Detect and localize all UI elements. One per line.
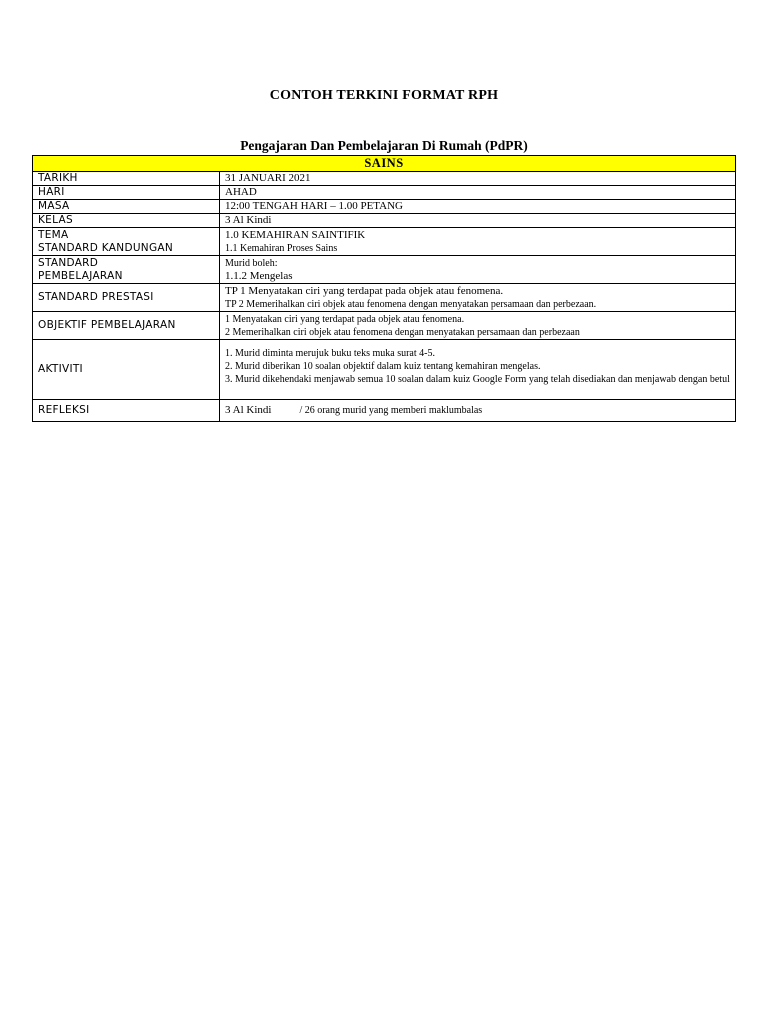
document-subtitle: Pengajaran Dan Pembelajaran Di Rumah (PdPR)	[240, 138, 528, 153]
standard-pembelajaran-value-line1: Murid boleh:	[225, 257, 278, 269]
tarikh-label: TARIKH	[33, 172, 220, 186]
hari-label: HARI	[33, 186, 220, 200]
tema-label	[33, 228, 220, 256]
kelas-value: 3 Al Kindi	[220, 214, 736, 228]
table-row-hari	[33, 186, 736, 200]
tema-label-line2: STANDARD KANDUNGAN	[38, 241, 174, 254]
refleksi-text: / 26 orang murid yang memberi maklumbalas	[299, 405, 483, 416]
table-row-refleksi	[33, 400, 736, 422]
objektif-value	[220, 312, 736, 340]
tema-value-line2: 1.1 Kemahiran Proses Sains	[225, 242, 338, 254]
objektif-value-line2: 2 Memerihalkan ciri objek atau fenomena dengan menyatakan persamaan dan perbezaan	[225, 326, 580, 338]
standard-prestasi-value-line2: TP 2 Memerihalkan ciri objek atau fenomena dengan menyatakan persamaan dan perbezaan.	[225, 298, 597, 310]
standard-pembelajaran-value-line2: 1.1.2 Mengelas	[225, 269, 293, 282]
standard-prestasi-label: STANDARD PRESTASI	[33, 284, 220, 312]
rph-table	[32, 155, 736, 422]
tema-value	[220, 228, 736, 256]
refleksi-value	[220, 400, 736, 422]
aktiviti-value	[220, 340, 736, 400]
standard-pembelajaran-label	[33, 256, 220, 284]
tema-value-line1: 1.0 KEMAHIRAN SAINTIFIK	[225, 228, 366, 241]
standard-pembelajaran-label-line1: STANDARD	[38, 256, 99, 269]
table-row-standard-pembelajaran	[33, 256, 736, 284]
objektif-value-line1: 1 Menyatakan ciri yang terdapat pada objek atau fenomena.	[225, 313, 465, 325]
masa-label: MASA	[33, 200, 220, 214]
standard-prestasi-value-line1: TP 1 Menyatakan ciri yang terdapat pada objek atau fenomena.	[225, 284, 504, 297]
standard-pembelajaran-value	[220, 256, 736, 284]
table-row-tema	[33, 228, 736, 256]
table-row-objektif	[33, 312, 736, 340]
masa-value: 12:00 TENGAH HARI – 1.00 PETANG	[220, 200, 736, 214]
table-row-tarikh	[33, 172, 736, 186]
aktiviti-value-line2: 2. Murid diberikan 10 soalan objektif dalam kuiz tentang kemahiran mengelas.	[225, 361, 541, 372]
refleksi-class: 3 Al Kindi	[225, 404, 272, 416]
table-row-masa	[33, 200, 736, 214]
objektif-label: OBJEKTIF PEMBELAJARAN	[33, 312, 220, 340]
hari-value: AHAD	[220, 186, 736, 200]
tema-label-line1: TEMA	[38, 228, 69, 241]
document-title: CONTOH TERKINI FORMAT RPH	[269, 88, 499, 103]
kelas-label: KELAS	[33, 214, 220, 228]
subject-header: SAINS	[33, 156, 736, 172]
aktiviti-value-line3: 3. Murid dikehendaki menjawab semua 10 soalan dalam kuiz Google Form yang telah disediakan dan menjawab dengan betul	[225, 374, 730, 385]
standard-pembelajaran-label-line2: PEMBELAJARAN	[38, 269, 123, 282]
tarikh-value: 31 JANUARI 2021	[220, 172, 736, 186]
aktiviti-label: AKTIVITI	[33, 340, 220, 400]
table-row-standard-prestasi	[33, 284, 736, 312]
standard-prestasi-value	[220, 284, 736, 312]
table-row-aktiviti	[33, 340, 736, 400]
refleksi-label: REFLEKSI	[33, 400, 220, 422]
aktiviti-value-line1: 1. Murid diminta merujuk buku teks muka surat 4-5.	[225, 348, 435, 359]
table-row-kelas	[33, 214, 736, 228]
subject-row	[33, 156, 736, 172]
